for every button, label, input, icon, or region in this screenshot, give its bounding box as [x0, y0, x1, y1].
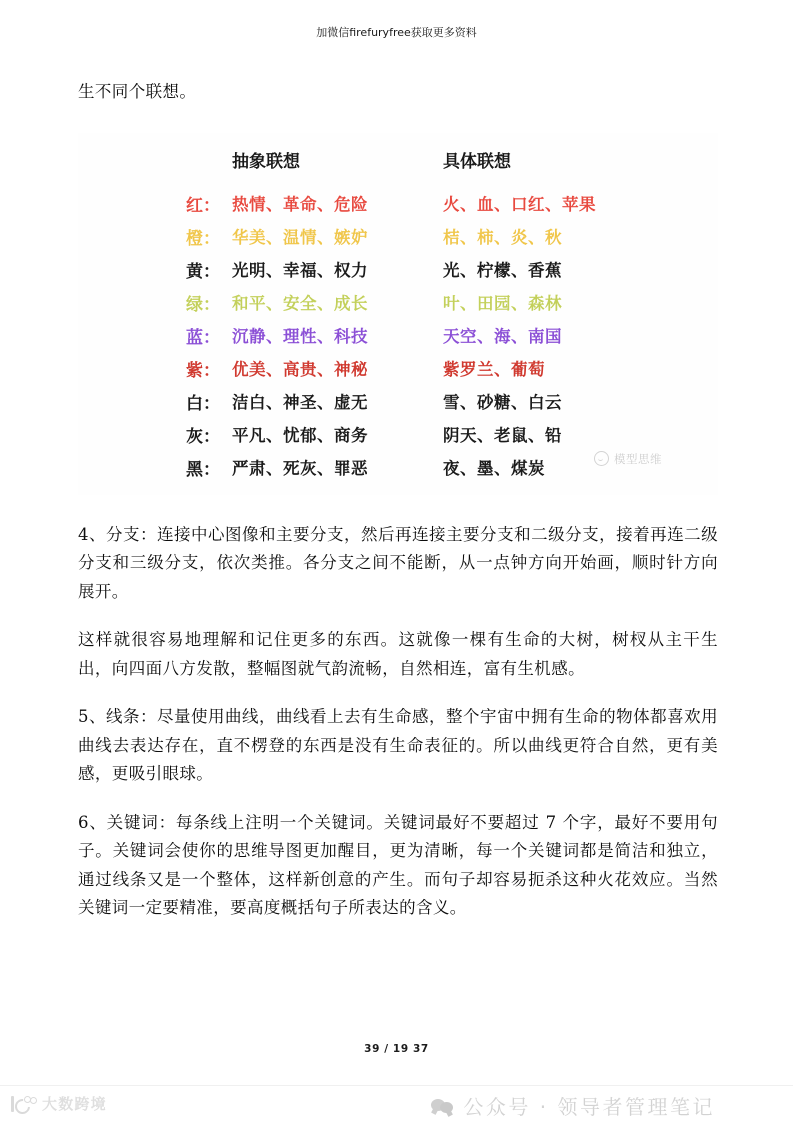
- row-abstract-associations: 光明、幸福、权力: [232, 261, 369, 280]
- row-color-label: 黄：: [186, 261, 221, 282]
- row-color-label: 蓝：: [186, 327, 221, 348]
- footer-account-right: [431, 1091, 715, 1120]
- dashukuajing-logo-icon: [10, 1094, 36, 1114]
- table-header: [163, 133, 633, 187]
- paragraph-keywords: 6、关键词：每条线上注明一个关键词。关键词最好不要超过 7 个字，最好不要用句子。关键词会使你的思维导图更加醒目，更为清晰，每一个关键词都是简洁和独立，通过线条又是一个整体，这样新创意的产生。而句子却容易扼杀这种火花效应。当然关键词一定要精准，要高度概括句子所表达的含义。: [78, 812, 718, 917]
- paragraph-lines: 5、线条：尽量使用曲线，曲线看上去有生命感，整个宇宙中拥有生命的物体都喜欢用曲线去表达存在，直不楞登的东西是没有生命表征的。所以曲线更符合自然，更有美感，更吸引眼球。: [78, 707, 718, 783]
- table-row: [163, 352, 633, 385]
- figure-watermark-label: 模型思维: [614, 451, 662, 466]
- row-abstract-associations: 热情、革命、危险: [232, 195, 369, 214]
- table-row: [163, 385, 633, 418]
- row-color-label: 绿：: [186, 294, 221, 315]
- row-concrete-associations: 火、血、口红、苹果: [442, 195, 596, 214]
- row-concrete-associations: 光、柠檬、香蕉: [442, 261, 562, 280]
- table-row: [163, 286, 633, 319]
- lead-paragraph: 生不同个联想。: [78, 82, 197, 101]
- row-color-label: 红：: [186, 195, 221, 216]
- row-color-label: 白：: [186, 393, 221, 414]
- table-row: [163, 418, 633, 451]
- table-row: [163, 319, 633, 352]
- document-page-content: [78, 78, 718, 943]
- row-concrete-associations: 阴天、老鼠、铅: [442, 426, 562, 445]
- footer-brand-label: 大数跨境: [42, 1095, 107, 1113]
- column-header-color: [163, 133, 228, 187]
- page-number: 39 / 19 37: [364, 1043, 429, 1055]
- row-color-label: 黑：: [186, 459, 221, 480]
- row-abstract-associations: 洁白、神圣、虚无: [232, 393, 369, 412]
- promo-header-text: 加微信firefuryfree获取更多资料: [316, 26, 477, 39]
- footer-bar: [0, 1085, 793, 1123]
- row-concrete-associations: 雪、砂糖、白云: [442, 393, 562, 412]
- wechat-icon: [431, 1097, 454, 1115]
- table-row: [163, 253, 633, 286]
- table-row: [163, 187, 633, 220]
- color-association-figure: [78, 133, 718, 495]
- column-header-abstract: 抽象联想: [232, 152, 301, 172]
- row-abstract-associations: 沉静、理性、科技: [232, 327, 369, 346]
- footer-brand-left: [10, 1093, 107, 1114]
- row-concrete-associations: 叶、田园、森林: [442, 294, 562, 313]
- paragraph-tree-analogy: 这样就很容易地理解和记住更多的东西。这就像一棵有生命的大树，树杈从主干生出，向四面八方发散，整幅图就气韵流畅，自然相连，富有生机感。: [78, 630, 718, 678]
- row-abstract-associations: 平凡、忧郁、商务: [232, 426, 369, 445]
- table-body: [163, 187, 633, 484]
- row-concrete-associations: 桔、柿、炎、秋: [442, 228, 562, 247]
- column-header-concrete: 具体联想: [442, 152, 511, 172]
- row-abstract-associations: 优美、高贵、神秘: [232, 360, 369, 379]
- row-concrete-associations: 紫罗兰、葡萄: [442, 360, 545, 379]
- table-row: [163, 451, 633, 484]
- row-color-label: 灰：: [186, 426, 221, 447]
- table-row: [163, 220, 633, 253]
- color-association-table: [163, 133, 633, 484]
- row-color-label: 橙：: [186, 228, 221, 249]
- row-concrete-associations: 夜、墨、煤炭: [442, 459, 545, 478]
- row-abstract-associations: 和平、安全、成长: [232, 294, 369, 313]
- row-color-label: 紫：: [186, 360, 221, 381]
- paragraph-branches: 4、分支：连接中心图像和主要分支，然后再连接主要分支和二级分支，接着再连二级分支和三级分支，依次类推。各分支之间不能断，从一点钟方向开始画，顺时针方向展开。: [78, 524, 718, 601]
- footer-account-label: 公众号 · 领导者管理笔记: [463, 1095, 715, 1119]
- row-concrete-associations: 天空、海、南国: [442, 327, 562, 346]
- row-abstract-associations: 严肃、死灰、罪恶: [232, 459, 369, 478]
- row-abstract-associations: 华美、温情、嫉妒: [232, 228, 369, 247]
